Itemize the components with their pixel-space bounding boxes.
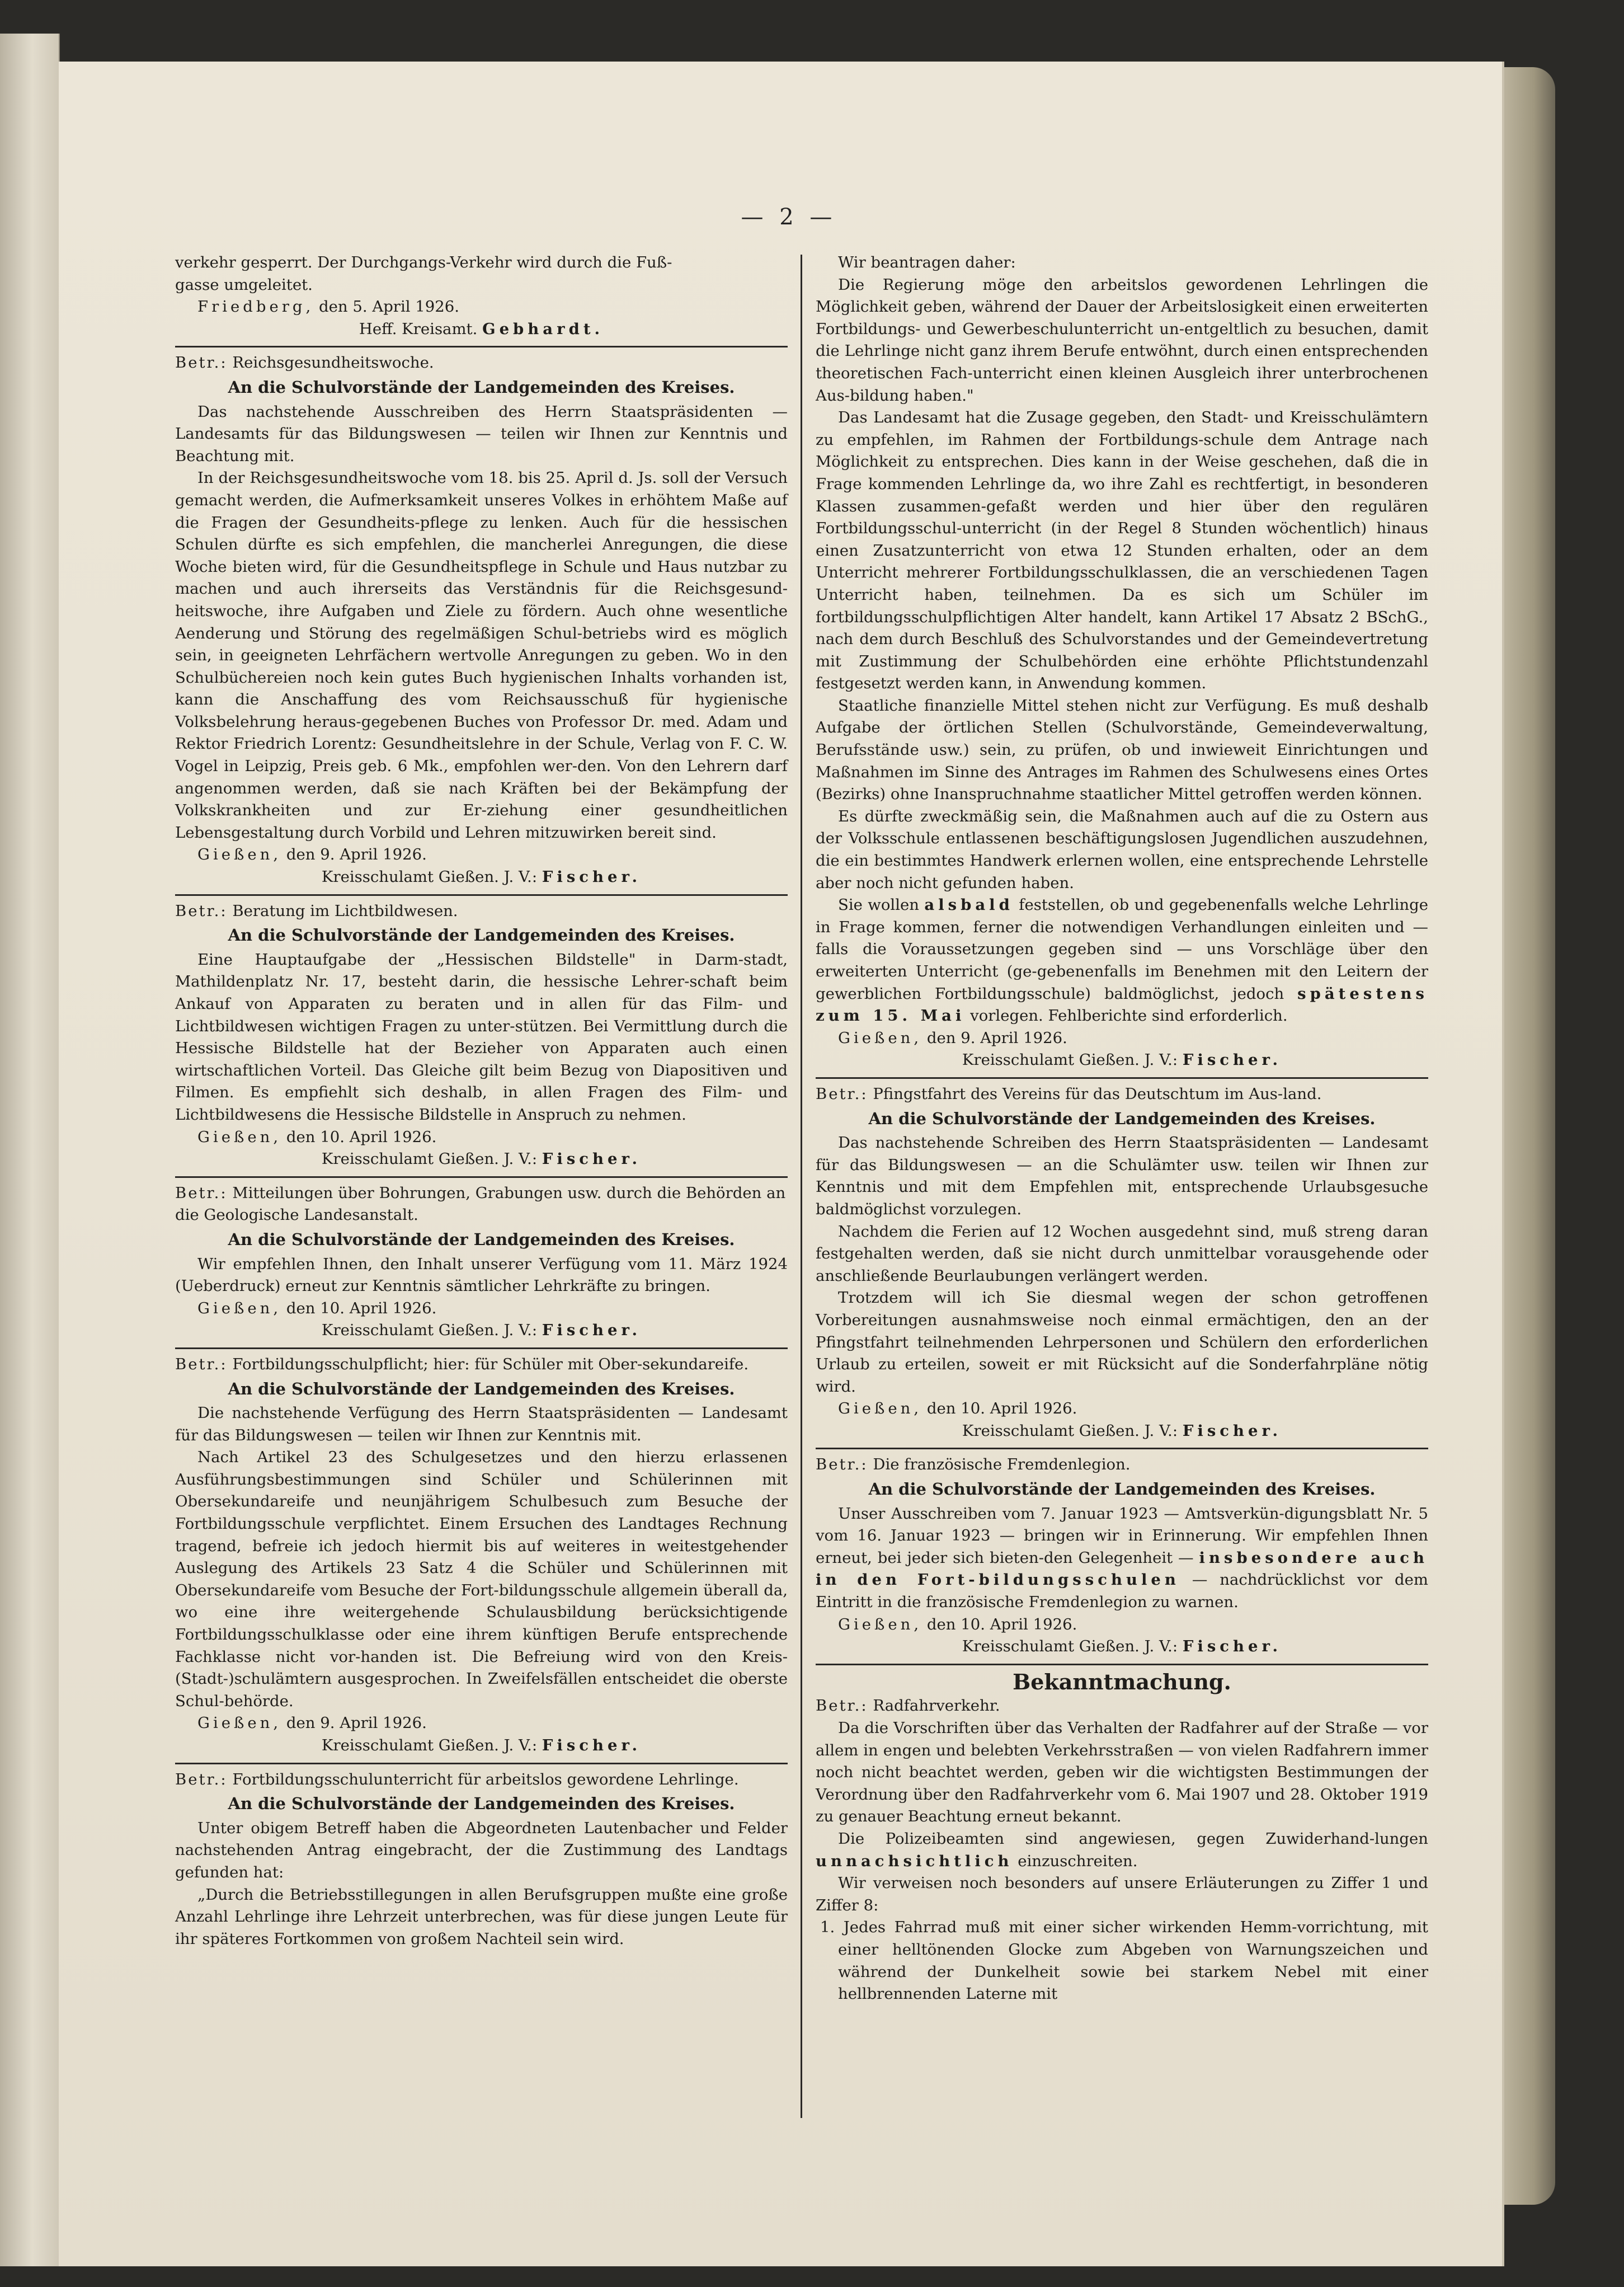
authority: Kreisschulamt Gießen. J. V.: xyxy=(962,1051,1178,1069)
section-rule xyxy=(175,346,788,347)
dateline xyxy=(175,1712,788,1735)
notice-heading: An die Schulvorstände der Landgemeinden des Kreises. xyxy=(228,1229,735,1249)
page-stack-edge xyxy=(1502,67,1555,2205)
notice-fortbildungsschulpflicht xyxy=(175,1354,788,1757)
date: den 10. April 1926. xyxy=(926,1400,1077,1418)
signature xyxy=(175,1735,788,1757)
subject-text: Radfahrverkehr. xyxy=(873,1697,1000,1715)
paragraph: Eine Hauptaufgabe der „Hessischen Bildstelle" in Darm-stadt, Mathildenplatz Nr. 17, besteht darin, die hessische Lehrer-schaft beim Ankauf von Apparaten zu beraten und in allen für das Film- und Lichtbildwesen wichtigen Fragen zu unter-stützen. Bei Vermittlung durch die Hessische Bildstelle hat der Bezieher von Apparaten auch einen wirtschaftlichen Vorteil. Das Gleiche gilt beim Bezug von Diapositiven und Filmen. Es empfiehlt sich deshalb, in allen Fragen des Film- und Lichtbildwesens die Hessische Bildstelle in Anspruch zu nehmen. xyxy=(175,950,788,1124)
paragraph: Es dürfte zweckmäßig sein, die Maßnahmen auch auf die zu Ostern aus der Volksschule entlassenen beschäftigungslosen Jugendlichen auszudehnen, die ein bestimmtes Handwerk erlernen wollen, eine entsprechende Lehrstelle aber noch nicht gefunden haben. xyxy=(816,807,1428,892)
signer: Fischer. xyxy=(1182,1421,1282,1440)
subject-label: Betr.: xyxy=(175,901,228,920)
dateline xyxy=(175,844,788,866)
paragraph: Nachdem die Ferien auf 12 Wochen ausgedehnt sind, muß streng daran festgehalten werden, daß sie nicht durch unmittelbar vorausgehende oder anschließende Beurlaubungen verlängert werden. xyxy=(816,1222,1428,1285)
emphasis: insbesondere auch in den Fort-bildungsschulen xyxy=(816,1548,1429,1589)
paragraph: Staatliche finanzielle Mittel stehen nicht zur Verfügung. Es muß deshalb Aufgabe der örtlichen Stellen (Schulvorstände, Gemeindeverwaltung, Berufsstände usw.) sein, zu prüfen, ob und inwieweit Einrichtungen und Maßnahmen im Sinne des Antrages im Rahmen des Schulwesens eines Ortes (Bezirks) ohne Inanspruchnahme staatlicher Mittel getroffen werden können. xyxy=(816,696,1428,804)
signer: Fischer. xyxy=(1182,1637,1282,1656)
notice-heading: An die Schulvorstände der Landgemeinden des Kreises. xyxy=(868,1109,1376,1128)
signer: Fischer. xyxy=(542,1321,642,1340)
signature xyxy=(816,1636,1428,1658)
intro-signature xyxy=(175,318,788,341)
place: Gießen, xyxy=(838,1615,922,1633)
subject-line xyxy=(175,900,788,923)
intro-line: gasse umgeleitet. xyxy=(175,275,313,294)
paragraph: Unter obigem Betreff haben die Abgeordneten Lautenbacher und Felder nachstehenden Antrag eingebracht, der die Zustimmung des Landtags gefunden hat: xyxy=(175,1819,788,1881)
list-item: 1. Jedes Fahrrad muß mit einer sicher wirkenden Hemm-vorrichtung, mit einer helltönenden Glocke zum Abgeben von Warnungszeichen und während der Dunkelheit sowie bei starkem Nebel mit einer hellbrennenden Laterne mit xyxy=(820,1918,1428,2003)
date: den 10. April 1926. xyxy=(286,1299,437,1317)
notice-heading: An die Schulvorstände der Landgemeinden des Kreises. xyxy=(228,1379,735,1398)
date: den 10. April 1926. xyxy=(286,1128,437,1146)
paragraph: Die Regierung möge den arbeitslos gewordenen Lehrlingen die Möglichkeit geben, während der Dauer der Arbeitslosigkeit einen erweiterten Fortbildungs- und Gewerbeschulunterricht un-entgeltlich zu besuchen, damit die Lehrlinge nicht ganz ihrem Berufe entwöhnt, durch einen entsprechenden theoretischen Fach-unterricht einen kleinen Ausgleich ihrer unterbrochenen Aus-bildung haben." xyxy=(816,275,1428,405)
authority: Kreisschulamt Gießen. J. V.: xyxy=(962,1421,1178,1440)
paragraph xyxy=(816,894,1428,1027)
date: den 10. April 1926. xyxy=(926,1615,1077,1633)
subject-label: Betr.: xyxy=(816,1455,868,1474)
paragraph xyxy=(816,1828,1428,1872)
place: Gießen, xyxy=(197,1128,282,1146)
section-rule xyxy=(816,1077,1428,1079)
paragraph: Das Landesamt hat die Zusage gegeben, den Stadt- und Kreisschulämtern zu empfehlen, im Rahmen der Fortbildungs-schule dem Antrage nach Möglichkeit zu entsprechen. Dies kann in der Weise geschehen, daß die in Frage kommenden Lehrlinge da, wo ihre Zahl es rechtfertigt, in besonderen Klassen zusammen-gefaßt werden und hier über den regulären Fortbildungsschul-unterricht (in der Regel 8 Stunden wöchentlich) hinaus einen Zusatzunterricht von etwa 12 Stunden erhalten, oder an dem Unterricht mehrerer Fortbildungsschulklassen, die an verschiedenen Tagen Unterricht haben, teilnehmen. Da es sich um Schüler im fortbildungsschulpflichtigen Alter handelt, kann Artikel 17 Absatz 2 BSchG., nach dem durch Beschluß des Schulvorstandes und der Gemeindevertretung mit Zustimmung der Schulbehörden eine erhöhte Pflichtstundenzahl festgesetzt werden kann, in Anwendung kommen. xyxy=(816,408,1428,693)
dateline xyxy=(816,1027,1428,1050)
signature xyxy=(175,1148,788,1171)
place: Friedberg, xyxy=(197,298,314,316)
paragraph: In der Reichsgesundheitswoche vom 18. bis 25. April d. Js. soll der Versuch gemacht werden, die Aufmerksamkeit unseres Volkes in erhöhtem Maße auf die Fragen der Gesundheits-pflege zu lenken. Auch für die hessischen Schulen dürfte es sich empfehlen, die mancherlei Anregungen, die diese Woche bieten wird, für die Gesundheitspflege in Schule und Haus nutzbar zu machen und auch ihrerseits das Verständnis für die Reichsgesund-heitswoche, ihre Aufgaben und Ziele zu fördern. Auch ohne wesentliche Aenderung und Störung des regelmäßigen Schul-betriebs wird es möglich sein, in geeigneten Lehrfächern wertvolle Anregungen zu geben. Wo in den Schulbüchereien noch kein gutes Buch hygienischen Inhalts vorhanden ist, kann die Anschaffung des vom Reichsausschuß für hygienische Volksbelehrung heraus-gegebenen Buches von Professor Dr. med. Adam und Rektor Friedrich Lorentz: Gesundheitslehre in der Schule, Verlag von F. C. W. Vogel in Leipzig, Preis geb. 6 Mk., empfohlen wer-den. Von den Lehrern darf angenommen werden, daß sie nach Kräften bei der Bekämpfung der Volkskrankheiten und zur Er-ziehung einer gesundheitlichen Lebensgestaltung durch Vorbild und Lehren mitzuwirken bereit sind. xyxy=(175,469,788,842)
subject-line xyxy=(175,1182,788,1227)
subject-label: Betr.: xyxy=(816,1084,868,1103)
text: Die Polizeibeamten sind angewiesen, gegen Zuwiderhand-lungen xyxy=(838,1829,1428,1848)
section-rule xyxy=(175,894,788,896)
signature xyxy=(816,1049,1428,1072)
signer: Fischer. xyxy=(542,1150,642,1168)
authority: Kreisschulamt Gießen. J. V.: xyxy=(321,1150,538,1168)
previous-page-edge xyxy=(0,34,60,2266)
subject-line xyxy=(175,1354,788,1376)
section-rule xyxy=(816,1448,1428,1449)
notice-reichsgesundheitswoche xyxy=(175,352,788,888)
place: Gießen, xyxy=(197,846,282,864)
signer: Fischer. xyxy=(542,1736,642,1754)
subject-text: Fortbildungsschulunterricht für arbeitslos gewordene Lehrlinge. xyxy=(232,1770,739,1788)
authority: Kreisschulamt Gießen. J. V.: xyxy=(321,1321,538,1340)
intro-line: verkehr gesperrt. Der Durchgangs-Verkehr wird durch die Fuß- xyxy=(175,253,672,271)
emphasis: alsbald xyxy=(924,896,1014,914)
subject-label: Betr.: xyxy=(175,1184,228,1202)
date: den 5. April 1926. xyxy=(319,298,460,316)
notice-heading: An die Schulvorstände der Landgemeinden des Kreises. xyxy=(228,1794,735,1814)
text: Sie wollen xyxy=(838,896,919,914)
place: Gießen, xyxy=(197,1714,282,1732)
notice-heading: An die Schulvorstände der Landgemeinden des Kreises. xyxy=(228,377,735,397)
paragraph: Nach Artikel 23 des Schulgesetzes und den hierzu erlassenen Ausführungsbestimmungen sind Schüler und Schülerinnen mit Obersekundareife und neunjährigem Schulbesuch zum Besuche der Fortbildungsschule verpflichtet. Einem Ersuchen des Landtages Rechnung tragend, befreie ich jedoch hiermit bis auf weiteres in weitestgehender Auslegung des Artikels 23 Satz 4 die Schüler und Schülerinnen mit Obersekundareife vom Besuche der Fort-bildungsschule allgemein überall da, wo eine ihre weitergehende Schulausbildung berücksichtigende Fortbildungsschulklasse oder eine ihrem künftigen Berufe entsprechende Fachklasse nicht vor-handen ist. Die Befreiung wird von den Kreis-(Stadt-)schulämtern ausgesprochen. In Zweifelsfällen entscheidet die oberste Schul-behörde. xyxy=(175,1448,788,1710)
subject-text: Reichsgesundheitswoche. xyxy=(232,354,434,372)
subject-text: Beratung im Lichtbildwesen. xyxy=(232,901,458,920)
notice-bohrungen xyxy=(175,1182,788,1342)
bekanntmachung-title: Bekanntmachung. xyxy=(1013,1669,1231,1694)
notice-arbeitslose-lehrlinge-continued xyxy=(816,252,1428,1072)
paragraph: Wir empfehlen Ihnen, den Inhalt unserer Verfügung vom 11. März 1924 (Ueberdruck) erneut zur Kenntnis sämtlicher Lehrkräfte zu bringen. xyxy=(175,1255,788,1295)
authority: Kreisschulamt Gießen. J. V.: xyxy=(321,1736,538,1754)
place: Gießen, xyxy=(838,1400,922,1418)
text: einzuschreiten. xyxy=(1018,1852,1138,1870)
signature xyxy=(816,1420,1428,1443)
notice-arbeitslose-lehrlinge xyxy=(175,1769,788,1951)
authority: Kreisschulamt Gießen. J. V.: xyxy=(962,1637,1178,1656)
paragraph: Das nachstehende Schreiben des Herrn Staatspräsidenten — Landesamt für das Bildungswesen — an die Schulämter usw. teilen wir Ihnen zur Kenntnis und mit dem Empfehlen mit, entsprechende Urlaubsgesuche baldmöglichst vorzulegen. xyxy=(816,1134,1428,1218)
notice-pfingstfahrt xyxy=(816,1083,1428,1443)
signer: Fischer. xyxy=(1182,1051,1282,1069)
date: den 9. April 1926. xyxy=(926,1029,1067,1047)
paragraph: Da die Vorschriften über das Verhalten der Radfahrer auf der Straße — vor allem in engen und belebten Verkehrsstraßen — von vielen Radfahrern immer noch nicht beachtet werden, geben wir die wichtigsten Bestimmungen der Verordnung über den Radfahrverkehr vom 6. Mai 1907 und 28. Oktober 1919 zu genauer Beachtung erneut bekannt. xyxy=(816,1719,1428,1826)
place: Gießen, xyxy=(838,1029,922,1047)
section-rule xyxy=(175,1176,788,1178)
notice-radfahrverkehr xyxy=(816,1671,1428,2006)
section-rule xyxy=(816,1664,1428,1665)
notice-lichtbildwesen xyxy=(175,900,788,1171)
subject-text: Fortbildungsschulpflicht; hier: für Schüler mit Ober-sekundareife. xyxy=(232,1355,749,1373)
intro-dateline xyxy=(175,296,788,318)
subject-line xyxy=(175,352,788,374)
left-column xyxy=(175,252,788,1950)
subject-text: Pfingstfahrt des Vereins für das Deutschtum im Aus-land. xyxy=(873,1084,1322,1103)
signer: Fischer. xyxy=(542,868,642,886)
right-column xyxy=(816,252,1428,2006)
emphasis: unnachsichtlich xyxy=(816,1852,1013,1870)
paragraph: Das nachstehende Ausschreiben des Herrn Staatspräsidenten — Landesamts für das Bildungswesen — teilen wir Ihnen zur Kenntnis und Beachtung mit. xyxy=(175,402,788,465)
text: feststellen, ob und gegebenenfalls welche Lehrlinge in Frage kommen, ferner die notwendigen Verhandlungen einleiten und — falls die Voraussetzungen gegeben sind — uns Vorschläge über den erweiterten Unterricht (ge-gebenenfalls im Benehmen mit den Leitern der gewerblichen Fortbildungsschule) baldmöglichst, jedoch xyxy=(816,896,1428,1003)
subject-text: Die französische Fremdenlegion. xyxy=(873,1455,1131,1474)
date: den 9. April 1926. xyxy=(286,1714,427,1732)
subject-line xyxy=(816,1695,1428,1717)
paragraph: Wir verweisen noch besonders auf unsere Erläuterungen zu Ziffer 1 und Ziffer 8: xyxy=(816,1874,1428,1914)
paragraph: „Durch die Betriebsstillegungen in allen Berufsgruppen mußte eine große Anzahl Lehrlinge ihre Lehrzeit unterbrechen, was für diese jungen Leute für ihr späteres Fortkommen von großem Nachteil sein wird. xyxy=(175,1885,788,1948)
signature xyxy=(175,866,788,889)
authority: Heff. Kreisamt. xyxy=(359,320,478,338)
dateline xyxy=(816,1398,1428,1420)
text: — nachdrücklichst vor dem Eintritt in die französische Fremdenlegion zu warnen. xyxy=(816,1571,1428,1612)
subject-label: Betr.: xyxy=(175,1770,228,1788)
subject-label: Betr.: xyxy=(816,1697,868,1715)
subject-text: Mitteilungen über Bohrungen, Grabungen usw. durch die Behörden an die Geologische Landesanstalt. xyxy=(175,1184,786,1224)
subject-line xyxy=(816,1454,1428,1476)
signature xyxy=(175,1319,788,1342)
date: den 9. April 1926. xyxy=(286,846,427,864)
text: vorlegen. Fehlberichte sind erforderlich. xyxy=(970,1007,1288,1025)
emphasis: spätestens zum 15. Mai xyxy=(816,984,1428,1025)
section-rule xyxy=(175,1763,788,1764)
section-rule xyxy=(175,1347,788,1349)
dateline xyxy=(175,1298,788,1320)
paragraph: Trotzdem will ich Sie diesmal wegen der schon getroffenen Vorbereitungen ausnahmsweise noch einmal ermächtigen, den an der Pfingstfahrt teilnehmenden Lehrpersonen und Schülern den erforderlichen Urlaub zu erteilen, soweit er mit Rücksicht auf die Sonderfahrpläne nötig wird. xyxy=(816,1289,1428,1396)
paragraph: Wir beantragen daher: xyxy=(838,253,1016,271)
dateline xyxy=(816,1614,1428,1636)
place: Gießen, xyxy=(197,1299,282,1317)
subject-label: Betr.: xyxy=(175,1355,228,1373)
dateline xyxy=(175,1126,788,1149)
notice-heading: An die Schulvorstände der Landgemeinden des Kreises. xyxy=(868,1480,1376,1499)
subject-line xyxy=(175,1769,788,1791)
subject-label: Betr.: xyxy=(175,354,228,372)
authority: Kreisschulamt Gießen. J. V.: xyxy=(321,868,538,886)
column-divider xyxy=(801,255,802,2118)
subject-line xyxy=(816,1083,1428,1106)
text: Unser Ausschreiben vom 7. Januar 1923 — Amtsverkün-digungsblatt Nr. 5 vom 16. Januar 1923 — bringen wir in Erinnerung. Wir empfehlen Ihnen erneut, bei jeder sich bieten-den Gelegenheit — xyxy=(816,1504,1428,1567)
paragraph: Die nachstehende Verfügung des Herrn Staatspräsidenten — Landesamt für das Bildungswesen — teilen wir Ihnen zur Kenntnis mit. xyxy=(175,1404,788,1444)
signer: Gebhardt. xyxy=(482,320,604,338)
notice-heading: An die Schulvorstände der Landgemeinden des Kreises. xyxy=(228,926,735,945)
paragraph xyxy=(816,1503,1428,1614)
page-number: — 2 — xyxy=(741,204,837,230)
notice-fremdenlegion xyxy=(816,1454,1428,1657)
